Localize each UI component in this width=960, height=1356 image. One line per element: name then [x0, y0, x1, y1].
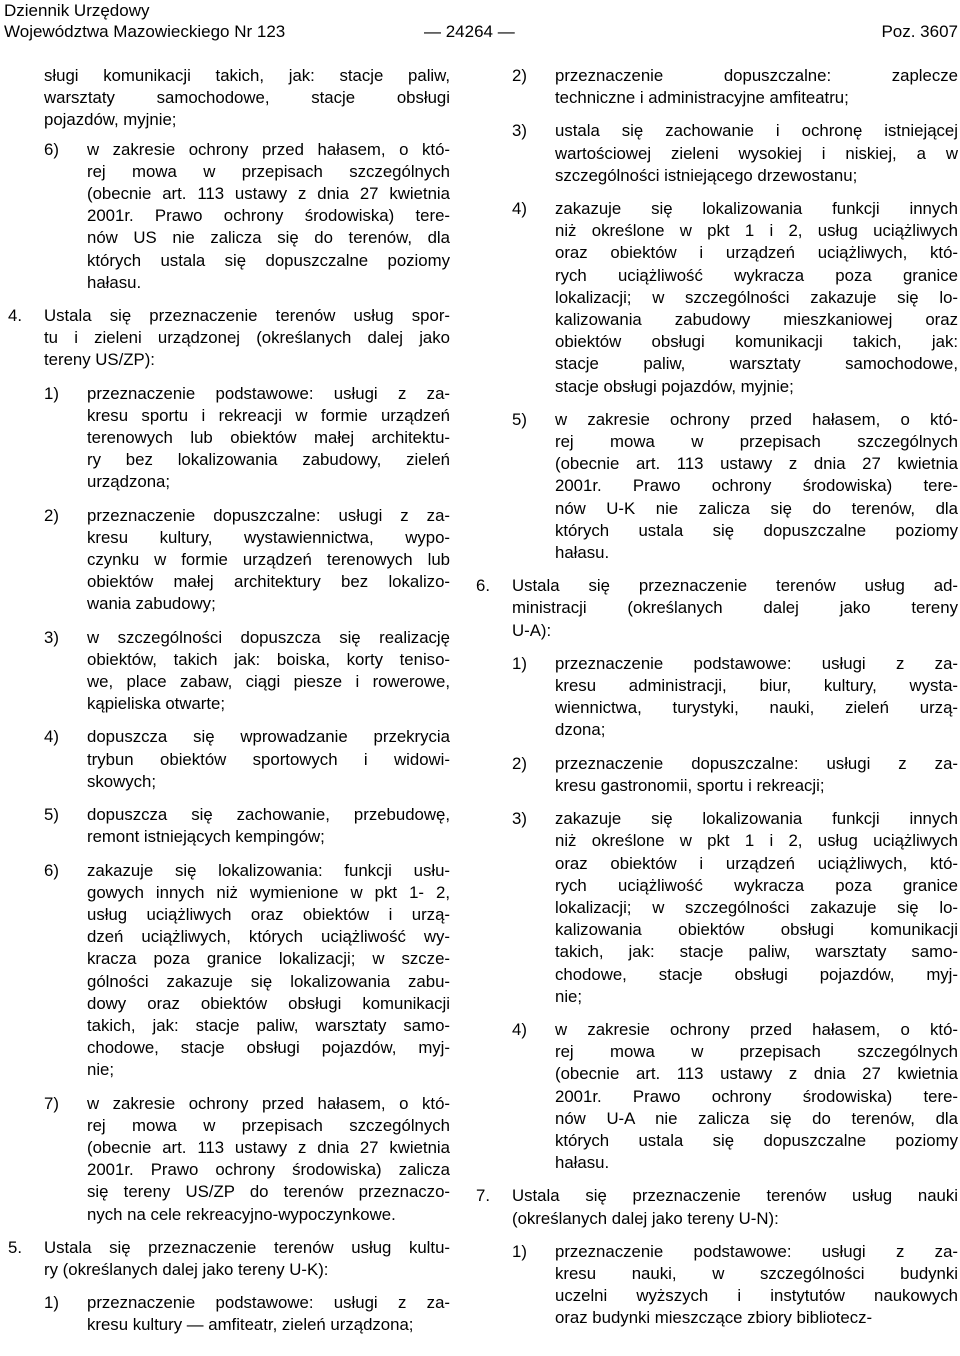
text-line: ministracji (określanych dalej jako tereny — [512, 598, 958, 618]
section-4-items — [44, 383, 450, 1226]
page-number: — 24264 — — [424, 22, 515, 41]
text-line: w zakresie ochrony przed hałasem, o któ- — [87, 1093, 450, 1113]
item-number: 2) — [44, 505, 59, 525]
text-line: urządzona; — [87, 472, 171, 492]
item-number: 5) — [44, 805, 59, 825]
text-line: których ustala się dopuszczalne poziomy — [555, 1130, 958, 1150]
text-line: 2001r. Prawo ochrony środowiska) zalicza — [87, 1160, 450, 1180]
text-line: nów US nie zalicza się do terenów, dla — [87, 228, 450, 248]
page-header — [4, 0, 958, 43]
text-line: takich, jak: stacje paliw, warsztaty samo- — [555, 942, 958, 962]
text-line: wania zabudowy; — [87, 594, 216, 614]
text-line: (obecnie art. 113 ustawy z dnia 27 kwietnia — [555, 454, 958, 474]
item-number: 3) — [44, 627, 59, 647]
text-line: czynku w formie urządzeń terenowych lub — [87, 550, 450, 570]
text-line: ry (określanych dalej jako tereny U-K): — [44, 1259, 329, 1279]
text-line: przeznaczenie dopuszczalne: usługi z za- — [87, 505, 450, 525]
text-line: trybun obiektów sportowych i widowi- — [87, 749, 450, 769]
item-number: 1) — [44, 1293, 59, 1313]
text-line: tereny US/ZP): — [44, 350, 155, 370]
section-5-items — [44, 1292, 450, 1336]
text-line: dopuszcza się wprowadzanie przekrycia — [87, 727, 450, 747]
item-number: 7. — [476, 1186, 490, 1206]
text-line: kalizowania obiektów obsługi komunikacji — [555, 920, 958, 940]
text-line: uczelni wyższych i instytutów naukowych — [555, 1286, 958, 1306]
text-line: niż określone w pkt 1 i 2, usług uciążliwych — [555, 221, 958, 241]
text-line: usług uciążliwych oraz obiektów i urzą- — [87, 904, 450, 924]
text-line: w szczególności dopuszcza się realizację — [87, 627, 450, 647]
text-line: przeznaczenie podstawowe: usługi z za- — [87, 383, 450, 403]
text-line: gowych innych niż wymienione w pkt 1- 2, — [87, 882, 450, 902]
text-line: kąpieliska otwarte; — [87, 694, 226, 714]
text-line: przeznaczenie podstawowe: usługi z za- — [555, 653, 958, 673]
text-line: kresu sportu i rekreacji w formie urządzeń — [87, 405, 450, 425]
text-line: się tereny US/ZP do terenów przeznaczo- — [87, 1182, 450, 1202]
section-5 — [8, 1237, 450, 1281]
text-line: dowy oraz obiektów obsługi komunikacji — [87, 993, 450, 1013]
text-line: lokalizacji; w szczególności zakazuje się lo- — [555, 287, 958, 307]
text-line: terenowych lub obiektów małej architektu- — [87, 428, 450, 448]
text-line: przeznaczenie dopuszczalne: zaplecze — [555, 66, 958, 85]
item-number: 6) — [44, 860, 59, 880]
text-line: takich, jak: stacje paliw, warsztaty samo- — [87, 1015, 450, 1035]
text-line: rej mowa w przepisach szczególnych — [87, 1115, 450, 1135]
text-line: obiektów, takich jak: boiska, korty teniso- — [87, 649, 450, 669]
left-column — [8, 65, 450, 1348]
text-line: rej mowa w przepisach szczególnych — [555, 1042, 958, 1062]
text-line: zakazuje się lokalizowania: funkcji usłu- — [87, 860, 450, 880]
text-line: kresu nauki, w szczególności budynki — [555, 1263, 958, 1283]
text-line: oraz budynki mieszczące zbiory bibliotecz- — [555, 1308, 873, 1328]
text-line: tu i zieleni urządzonej (określanych dalej jako — [44, 328, 450, 348]
text-line: dzeń uciążliwych, których uciążliwość wy- — [87, 927, 450, 947]
text-line: kracza poza granice lokalizacji; w szcze- — [87, 949, 450, 969]
item-number: 4. — [8, 306, 22, 326]
text-line: przeznaczenie podstawowe: usługi z za- — [555, 1241, 958, 1261]
text-line: (obecnie art. 113 ustawy z dnia 27 kwietnia — [87, 1137, 450, 1157]
text-line: kresu gastronomii, sportu i rekreacji; — [555, 775, 825, 795]
text-line: nów U-K nie zalicza się do terenów, dla — [555, 498, 958, 518]
list-item — [44, 804, 450, 848]
text-line: chodowe, stacje obsługi pojazdów, myj- — [555, 964, 958, 984]
section-4 — [8, 305, 450, 372]
text-line: hałasu. — [87, 272, 142, 292]
text-line: oraz obiektów i urządzeń uciążliwych, któ- — [555, 853, 958, 873]
list-item — [512, 808, 958, 1008]
text-line: (obecnie art. 113 ustawy z dnia 27 kwietnia — [555, 1064, 958, 1084]
text-line: niż określone w pkt 1 i 2, usług uciążliwych — [555, 831, 958, 851]
text-line: Ustala się przeznaczenie terenów usług ad- — [512, 576, 958, 596]
list-item — [512, 120, 958, 187]
list-item — [512, 198, 958, 398]
text-line: kresu kultury — amfiteatr, zieleń urządzona; — [87, 1315, 414, 1335]
text-line: rej mowa w przepisach szczególnych — [87, 161, 450, 181]
publication-title: Dziennik Urzędowy — [4, 1, 150, 20]
item-number: 1) — [44, 383, 59, 403]
section-7 — [476, 1185, 958, 1229]
publication-issue: Województwa Mazowieckiego Nr 123 — [4, 22, 286, 41]
list-item — [512, 409, 958, 564]
section-6-items — [512, 653, 958, 1174]
text-line: ustala się zachowanie i ochronę istniejącej — [555, 121, 958, 141]
item-number: 1) — [512, 1241, 527, 1261]
text-line: obiektów małej architektury bez lokalizo- — [87, 572, 450, 592]
list-item — [512, 1019, 958, 1174]
section-6 — [476, 575, 958, 642]
text-line: w zakresie ochrony przed hałasem, o któ- — [555, 1019, 958, 1039]
text-line: kalizowania zabudowy mieszkaniowej oraz — [555, 310, 958, 330]
item-number: 3) — [512, 121, 527, 141]
text-line: hałasu. — [555, 543, 610, 563]
position-number: Poz. 3607 — [881, 22, 958, 41]
item-number: 2) — [512, 66, 527, 85]
list-item — [44, 726, 450, 793]
text-line: w zakresie ochrony przed hałasem, o któ- — [87, 139, 450, 159]
text-line: nie; — [555, 986, 583, 1006]
text-line: 2001r. Prawo ochrony środowiska) tere- — [87, 206, 450, 226]
item-number: 3) — [512, 809, 527, 829]
text-line: których ustala się dopuszczalne poziomy — [87, 250, 450, 270]
item-number: 6. — [476, 576, 490, 596]
text-line: których ustala się dopuszczalne poziomy — [555, 520, 958, 540]
text-line: chodowe, stacje obsługi pojazdów, myj- — [87, 1038, 450, 1058]
text-line: wartościowej zieleni wysokiej i niskiej, a w — [555, 143, 958, 163]
text-line: oraz obiektów i urządzeń uciążliwych, któ- — [555, 243, 958, 263]
text-line: nych na cele rekreacyjno-wypoczynkowe. — [87, 1204, 396, 1224]
item-number: 6) — [44, 139, 59, 159]
text-line: stacje obsługi pojazdów, myjnie; — [555, 376, 794, 396]
list-item — [512, 1241, 958, 1330]
text-line: dzona; — [555, 720, 606, 740]
list-item — [44, 860, 450, 1082]
item-number: 5. — [8, 1237, 22, 1257]
text-line: zakazuje się lokalizowania funkcji innych — [555, 809, 958, 829]
text-line: ry bez lokalizowania zabudowy, zieleń — [87, 450, 450, 470]
text-line: pojazdów, myjnie; — [44, 110, 177, 130]
section-5-items-continued — [512, 65, 958, 564]
text-line: dopuszcza się zachowanie, przebudowę, — [87, 805, 450, 825]
text-line: Ustala się przeznaczenie terenów usług kultu- — [44, 1237, 450, 1257]
section-7-items — [512, 1241, 958, 1330]
text-line: kresu administracji, biur, kultury, wysta- — [555, 676, 958, 696]
continuation-paragraph — [44, 65, 450, 132]
item-number: 2) — [512, 753, 527, 773]
text-line: 2001r. Prawo ochrony środowiska) tere- — [555, 476, 958, 496]
text-line: hałasu. — [555, 1153, 610, 1173]
text-line: nie; — [87, 1060, 115, 1080]
list-item — [512, 653, 958, 742]
text-line: kresu kultury, wystawiennictwa, wypo- — [87, 527, 450, 547]
text-line: (określanych dalej jako tereny U-N): — [512, 1208, 779, 1228]
text-line: gólności zakazuje się lokalizowania zabu- — [87, 971, 450, 991]
text-line: skowych; — [87, 771, 157, 791]
text-line: nów U-A nie zalicza się do terenów, dla — [555, 1108, 958, 1128]
text-line: rych uciążliwość wykracza poza granice — [555, 265, 958, 285]
list-item — [512, 65, 958, 109]
item-number: 5) — [512, 409, 527, 429]
text-line: rych uciążliwość wykracza poza granice — [555, 875, 958, 895]
text-line: (obecnie art. 113 ustawy z dnia 27 kwietnia — [87, 184, 450, 204]
text-line: warsztaty samochodowe, stacje obsługi — [44, 88, 450, 108]
item-number: 7) — [44, 1093, 59, 1113]
text-line: we, place zabaw, ciągi piesze i rowerowe, — [87, 672, 450, 692]
item-number: 4) — [44, 727, 59, 747]
text-line: techniczne i administracyjne amfiteatru; — [555, 88, 849, 108]
list-item — [44, 383, 450, 494]
item-number: 4) — [512, 1019, 527, 1039]
text-line: przeznaczenie dopuszczalne: usługi z za- — [555, 753, 958, 773]
list-item — [512, 753, 958, 797]
text-line: zakazuje się lokalizowania funkcji innych — [555, 199, 958, 219]
text-line: rej mowa w przepisach szczególnych — [555, 432, 958, 452]
text-line: Ustala się przeznaczenie terenów usług nauki — [512, 1186, 958, 1206]
text-line: 2001r. Prawo ochrony środowiska) tere- — [555, 1086, 958, 1106]
text-line: sługi komunikacji takich, jak: stacje paliw, — [44, 66, 450, 85]
text-line: szczególności istniejącego drzewostanu; — [555, 165, 858, 185]
item-number: 1) — [512, 653, 527, 673]
list-item — [44, 1093, 450, 1226]
item-number: 4) — [512, 199, 527, 219]
text-line: Ustala się przeznaczenie terenów usług spor- — [44, 306, 450, 326]
list-item — [44, 139, 450, 294]
right-column — [476, 65, 958, 1341]
list-item — [44, 1292, 450, 1336]
text-line: przeznaczenie podstawowe: usługi z za- — [87, 1293, 450, 1313]
text-line: stacje paliw, warsztaty samochodowe, — [555, 354, 958, 374]
list-item — [44, 627, 450, 716]
text-line: U-A): — [512, 620, 552, 640]
text-line: lokalizacji; w szczególności zakazuje się lo- — [555, 897, 958, 917]
text-line: remont istniejących kempingów; — [87, 827, 325, 847]
list-item — [44, 505, 450, 616]
text-line: w zakresie ochrony przed hałasem, o któ- — [555, 409, 958, 429]
text-line: obiektów obsługi komunikacji takich, jak: — [555, 332, 958, 352]
text-line: wiennictwa, turystyki, nauki, zieleń urzą- — [555, 698, 958, 718]
